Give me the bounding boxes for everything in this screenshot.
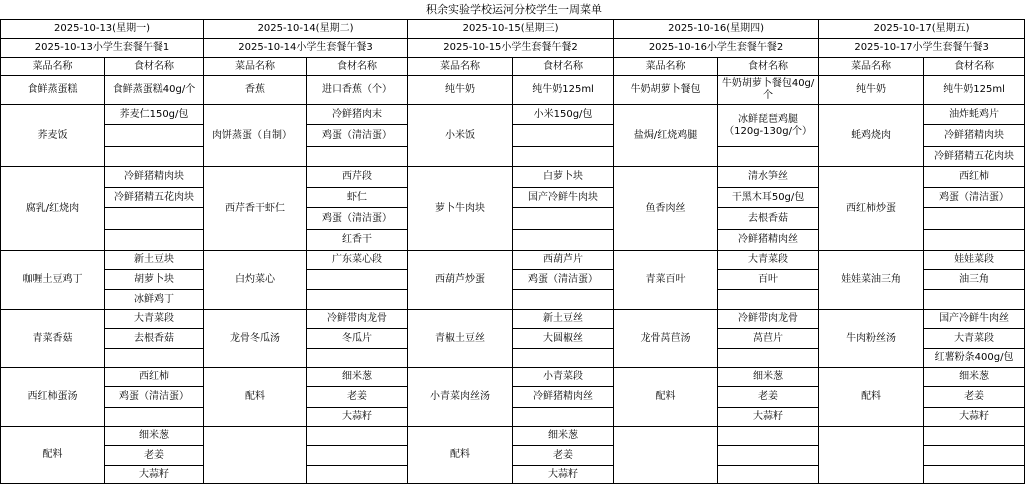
ingredient-item: 食鲜蒸蛋糕40g/个 (105, 76, 204, 105)
dish-name: 配料 (408, 427, 513, 484)
ingredient-item: 国产冷鲜牛肉丝 (924, 310, 1025, 329)
column-header-dish: 菜品名称 (408, 58, 513, 76)
ingredient-item: 细米葱 (718, 368, 819, 387)
ingredient-item (307, 147, 408, 167)
ingredient-item: 老姜 (513, 446, 614, 466)
ingredient-item: 细米葱 (105, 427, 204, 446)
ingredient-item: 国产冷鲜牛肉块 (513, 188, 614, 208)
ingredient-item: 莴苣片 (718, 329, 819, 349)
ingredient-item: 油三角 (924, 270, 1025, 290)
ingredient-item: 清水笋丝 (718, 167, 819, 188)
dish-name (614, 427, 718, 484)
dish-name: 娃娃菜油三角 (819, 251, 924, 310)
ingredient-item: 老姜 (924, 387, 1025, 408)
ingredient-item: 大圆椒丝 (513, 329, 614, 349)
column-header-dish: 菜品名称 (614, 58, 718, 76)
day-meal-name: 2025-10-15小学生套餐午餐2 (408, 39, 614, 58)
ingredient-item: 娃娃菜段 (924, 251, 1025, 270)
column-header-ingredient: 食材名称 (105, 58, 204, 76)
day-meal-name: 2025-10-17小学生套餐午餐3 (819, 39, 1025, 58)
dish-name: 配料 (819, 368, 924, 427)
ingredient-item: 纯牛奶125ml (513, 76, 614, 105)
day-meal-name: 2025-10-13小学生套餐午餐1 (1, 39, 204, 58)
dish-name: 荞麦饭 (1, 105, 105, 167)
ingredient-item (513, 147, 614, 167)
dish-name: 西葫芦炒蛋 (408, 251, 513, 310)
dish-name: 蚝鸡烧肉 (819, 105, 924, 167)
ingredient-item: 西芹段 (307, 167, 408, 188)
dish-name: 龙骨冬瓜汤 (204, 310, 307, 368)
menu-table (0, 19, 1025, 484)
ingredient-item: 小青菜段 (513, 368, 614, 387)
sheet-title: 积余实验学校运河分校学生一周菜单 (426, 3, 602, 16)
dish-name: 肉饼蒸蛋（自制） (204, 105, 307, 167)
ingredient-item (924, 290, 1025, 310)
ingredient-item: 冷鲜猪肉末 (307, 105, 408, 125)
dish-name: 西红柿蛋汤 (1, 368, 105, 427)
ingredient-item: 大蒜籽 (924, 408, 1025, 427)
day-date: 2025-10-15(星期三) (408, 20, 614, 39)
dish-name: 牛肉粉丝汤 (819, 310, 924, 368)
ingredient-item: 新土豆丝 (513, 310, 614, 329)
ingredient-item: 冰鲜鸡丁 (105, 290, 204, 310)
ingredient-item: 西葫芦片 (513, 251, 614, 270)
ingredient-item: 冰鲜琵琶鸡腿（120g-130g/个） (718, 105, 819, 147)
dish-name: 西红柿炒蛋 (819, 167, 924, 251)
ingredient-item: 广东菜心段 (307, 251, 408, 270)
dish-name: 配料 (1, 427, 105, 484)
dish-name: 香蕉 (204, 76, 307, 105)
ingredient-item: 大青菜段 (105, 310, 204, 329)
ingredient-item (513, 208, 614, 230)
ingredient-item: 干黑木耳50g/包 (718, 188, 819, 208)
ingredient-item (307, 290, 408, 310)
ingredient-item: 细米葱 (513, 427, 614, 446)
ingredient-item: 大蒜籽 (718, 408, 819, 427)
dish-name: 鱼香肉丝 (614, 167, 718, 251)
ingredient-item: 冷鲜猪精肉块 (105, 167, 204, 188)
ingredient-item: 白萝卜块 (513, 167, 614, 188)
day-date: 2025-10-13(星期一) (1, 20, 204, 39)
day-meal-name: 2025-10-16小学生套餐午餐2 (614, 39, 819, 58)
column-header-dish: 菜品名称 (204, 58, 307, 76)
ingredient-item (513, 290, 614, 310)
ingredient-item (307, 270, 408, 290)
ingredient-item: 荞麦仁150g/包 (105, 105, 204, 125)
column-header-dish: 菜品名称 (819, 58, 924, 76)
ingredient-item: 冷鲜带肉龙骨 (307, 310, 408, 329)
dish-name: 纯牛奶 (408, 76, 513, 105)
ingredient-item (307, 446, 408, 466)
dish-name: 咖喱土豆鸡丁 (1, 251, 105, 310)
ingredient-item (105, 349, 204, 368)
ingredient-item: 小米150g/包 (513, 105, 614, 125)
ingredient-item: 牛奶胡萝卜餐包40g/个 (718, 76, 819, 105)
dish-name: 配料 (614, 368, 718, 427)
ingredient-item: 纯牛奶125ml (924, 76, 1025, 105)
ingredient-item: 鸡蛋（清洁蛋） (924, 188, 1025, 208)
ingredient-item (718, 427, 819, 446)
ingredient-item: 大蒜籽 (307, 408, 408, 427)
dish-name (819, 427, 924, 484)
ingredient-item: 大青菜段 (924, 329, 1025, 349)
ingredient-item: 冬瓜片 (307, 329, 408, 349)
ingredient-item: 百叶 (718, 270, 819, 290)
dish-name: 青菜百叶 (614, 251, 718, 310)
ingredient-item: 冷鲜猪精肉丝 (718, 230, 819, 251)
ingredient-item: 冷鲜猪精肉丝 (513, 387, 614, 408)
day-date: 2025-10-16(星期四) (614, 20, 819, 39)
dish-name: 纯牛奶 (819, 76, 924, 105)
ingredient-item: 西红柿 (105, 368, 204, 387)
ingredient-item (307, 349, 408, 368)
ingredient-item: 老姜 (307, 387, 408, 408)
ingredient-item (718, 290, 819, 310)
ingredient-item: 鸡蛋（清洁蛋） (307, 125, 408, 147)
ingredient-item (105, 125, 204, 147)
ingredient-item: 去根香菇 (718, 208, 819, 230)
ingredient-item: 新土豆块 (105, 251, 204, 270)
ingredient-item: 细米葱 (307, 368, 408, 387)
dish-name: 白灼菜心 (204, 251, 307, 310)
dish-name: 食鲜蒸蛋糕 (1, 76, 105, 105)
ingredient-item (513, 349, 614, 368)
column-header-dish: 菜品名称 (1, 58, 105, 76)
ingredient-item: 大蒜籽 (513, 466, 614, 484)
ingredient-item: 鸡蛋（清洁蛋） (307, 208, 408, 230)
ingredient-item (718, 446, 819, 466)
ingredient-item: 冷鲜猪精五花肉块 (105, 188, 204, 208)
ingredient-item: 大青菜段 (718, 251, 819, 270)
ingredient-item (105, 147, 204, 167)
ingredient-item (924, 230, 1025, 251)
ingredient-item: 红香干 (307, 230, 408, 251)
ingredient-item: 冷鲜带肉龙骨 (718, 310, 819, 329)
ingredient-item (718, 466, 819, 484)
dish-name: 配料 (204, 368, 307, 427)
ingredient-item: 进口香蕉（个） (307, 76, 408, 105)
ingredient-item (105, 208, 204, 230)
day-date: 2025-10-17(星期五) (819, 20, 1025, 39)
ingredient-item (924, 427, 1025, 446)
ingredient-item (924, 446, 1025, 466)
ingredient-item: 油炸蚝鸡片 (924, 105, 1025, 125)
ingredient-item: 去根香菇 (105, 329, 204, 349)
dish-name (204, 427, 307, 484)
ingredient-item (718, 349, 819, 368)
dish-name: 龙骨莴苣汤 (614, 310, 718, 368)
ingredient-item: 西红柿 (924, 167, 1025, 188)
dish-name: 腐乳/红烧肉 (1, 167, 105, 251)
dish-name: 盐焗/红烧鸡腿 (614, 105, 718, 167)
ingredient-item: 红薯粉条400g/包 (924, 349, 1025, 368)
column-header-ingredient: 食材名称 (307, 58, 408, 76)
ingredient-item: 细米葱 (924, 368, 1025, 387)
ingredient-item (105, 230, 204, 251)
ingredient-item: 老姜 (718, 387, 819, 408)
dish-name: 青椒土豆丝 (408, 310, 513, 368)
column-header-ingredient: 食材名称 (718, 58, 819, 76)
day-meal-name: 2025-10-14小学生套餐午餐3 (204, 39, 408, 58)
column-header-ingredient: 食材名称 (513, 58, 614, 76)
ingredient-item (513, 408, 614, 427)
ingredient-item: 胡萝卜块 (105, 270, 204, 290)
dish-name: 小青菜肉丝汤 (408, 368, 513, 427)
ingredient-item (105, 408, 204, 427)
dish-name: 牛奶胡萝卜餐包 (614, 76, 718, 105)
ingredient-item (307, 466, 408, 484)
ingredient-item (924, 466, 1025, 484)
ingredient-item: 虾仁 (307, 188, 408, 208)
ingredient-item: 冷鲜猪精五花肉块 (924, 147, 1025, 167)
ingredient-item (718, 147, 819, 167)
dish-name: 西芹香干虾仁 (204, 167, 307, 251)
ingredient-item: 大蒜籽 (105, 466, 204, 484)
ingredient-item (513, 125, 614, 147)
ingredient-item (307, 427, 408, 446)
day-date: 2025-10-14(星期二) (204, 20, 408, 39)
ingredient-item: 鸡蛋（清洁蛋） (105, 387, 204, 408)
dish-name: 青菜香菇 (1, 310, 105, 368)
ingredient-item: 鸡蛋（清洁蛋） (513, 270, 614, 290)
ingredient-item (513, 230, 614, 251)
dish-name: 小米饭 (408, 105, 513, 167)
dish-name: 萝卜牛肉块 (408, 167, 513, 251)
column-header-ingredient: 食材名称 (924, 58, 1025, 76)
ingredient-item (924, 208, 1025, 230)
ingredient-item: 冷鲜猪精肉块 (924, 125, 1025, 147)
ingredient-item: 老姜 (105, 446, 204, 466)
